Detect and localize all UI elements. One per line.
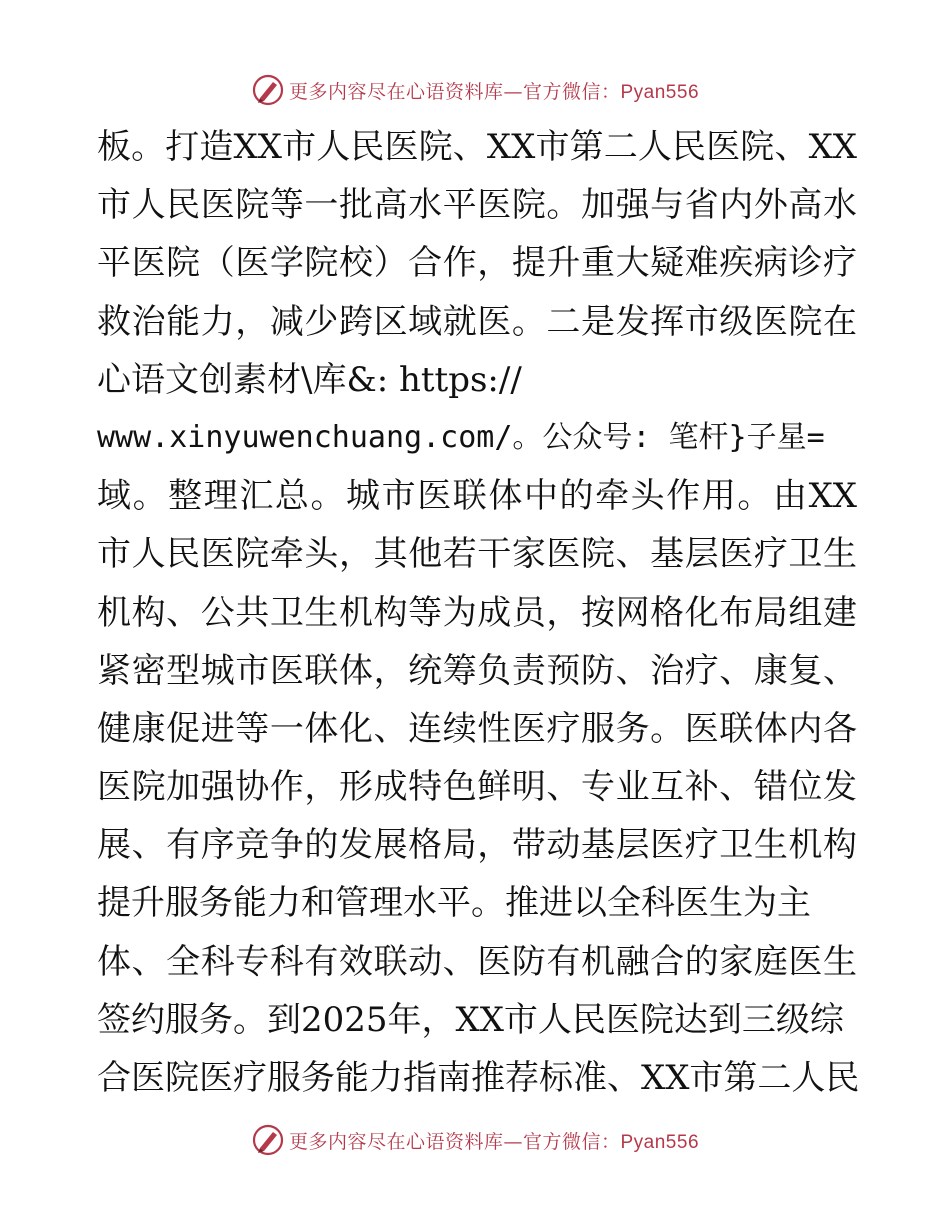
body-line: 医院加强协作，形成特色鲜明、专业互补、错位发 <box>97 767 857 808</box>
body-line: 平医院（医学院校）合作，提升重大疑难疾病诊疗 <box>97 243 857 284</box>
header-wechat-handle: Pyan556 <box>620 81 700 103</box>
footer-wechat-handle: Pyan556 <box>620 1131 700 1153</box>
body-line-url: www.xinyuwenchuang.com/。公众号: 笔杆}子星= <box>97 419 825 455</box>
pen-logo-icon <box>251 73 285 107</box>
body-line: 健康促进等一体化、连续性医疗服务。医联体内各 <box>97 708 857 749</box>
body-line: 心语文创素材\库&: https:// <box>97 359 522 400</box>
body-line: 域。整理汇总。城市医联体中的牵头作用。由XX <box>97 476 857 517</box>
body-line: 合医院医疗服务能力指南推荐标准、XX市第二人民 <box>97 1058 860 1098</box>
body-line: 市人民医院牵头，其他若干家医院、基层医疗卫生 <box>97 534 857 575</box>
body-line: 机构、公共卫生机构等为成员，按网格化布局组建 <box>97 592 857 633</box>
body-line: 提升服务能力和管理水平。推进以全科医生为主 <box>97 883 811 924</box>
footer-banner <box>0 1120 950 1160</box>
body-line: 救治能力，减少跨区域就医。二是发挥市级医院在 <box>97 301 857 342</box>
pen-logo-icon <box>251 1123 285 1157</box>
document-body <box>97 118 860 1107</box>
body-line: 市人民医院等一批高水平医院。加强与省内外高水 <box>97 185 857 226</box>
body-line: 签约服务。到2025年，XX市人民医院达到三级综 <box>97 999 844 1040</box>
header-banner <box>0 70 950 110</box>
footer-banner-text: 更多内容尽在心语资料库—官方微信：Pyan556 <box>288 1130 700 1153</box>
header-banner-text: 更多内容尽在心语资料库—官方微信：Pyan556 <box>288 80 700 103</box>
body-line: 紧密型城市医联体，统筹负责预防、治疗、康复、 <box>97 650 857 691</box>
body-line: 体、全科专科有效联动、医防有机融合的家庭医生 <box>97 941 857 982</box>
body-line: 展、有序竞争的发展格局，带动基层医疗卫生机构 <box>97 825 857 866</box>
body-line: 板。打造XX市人民医院、XX市第二人民医院、XX <box>97 127 857 167</box>
